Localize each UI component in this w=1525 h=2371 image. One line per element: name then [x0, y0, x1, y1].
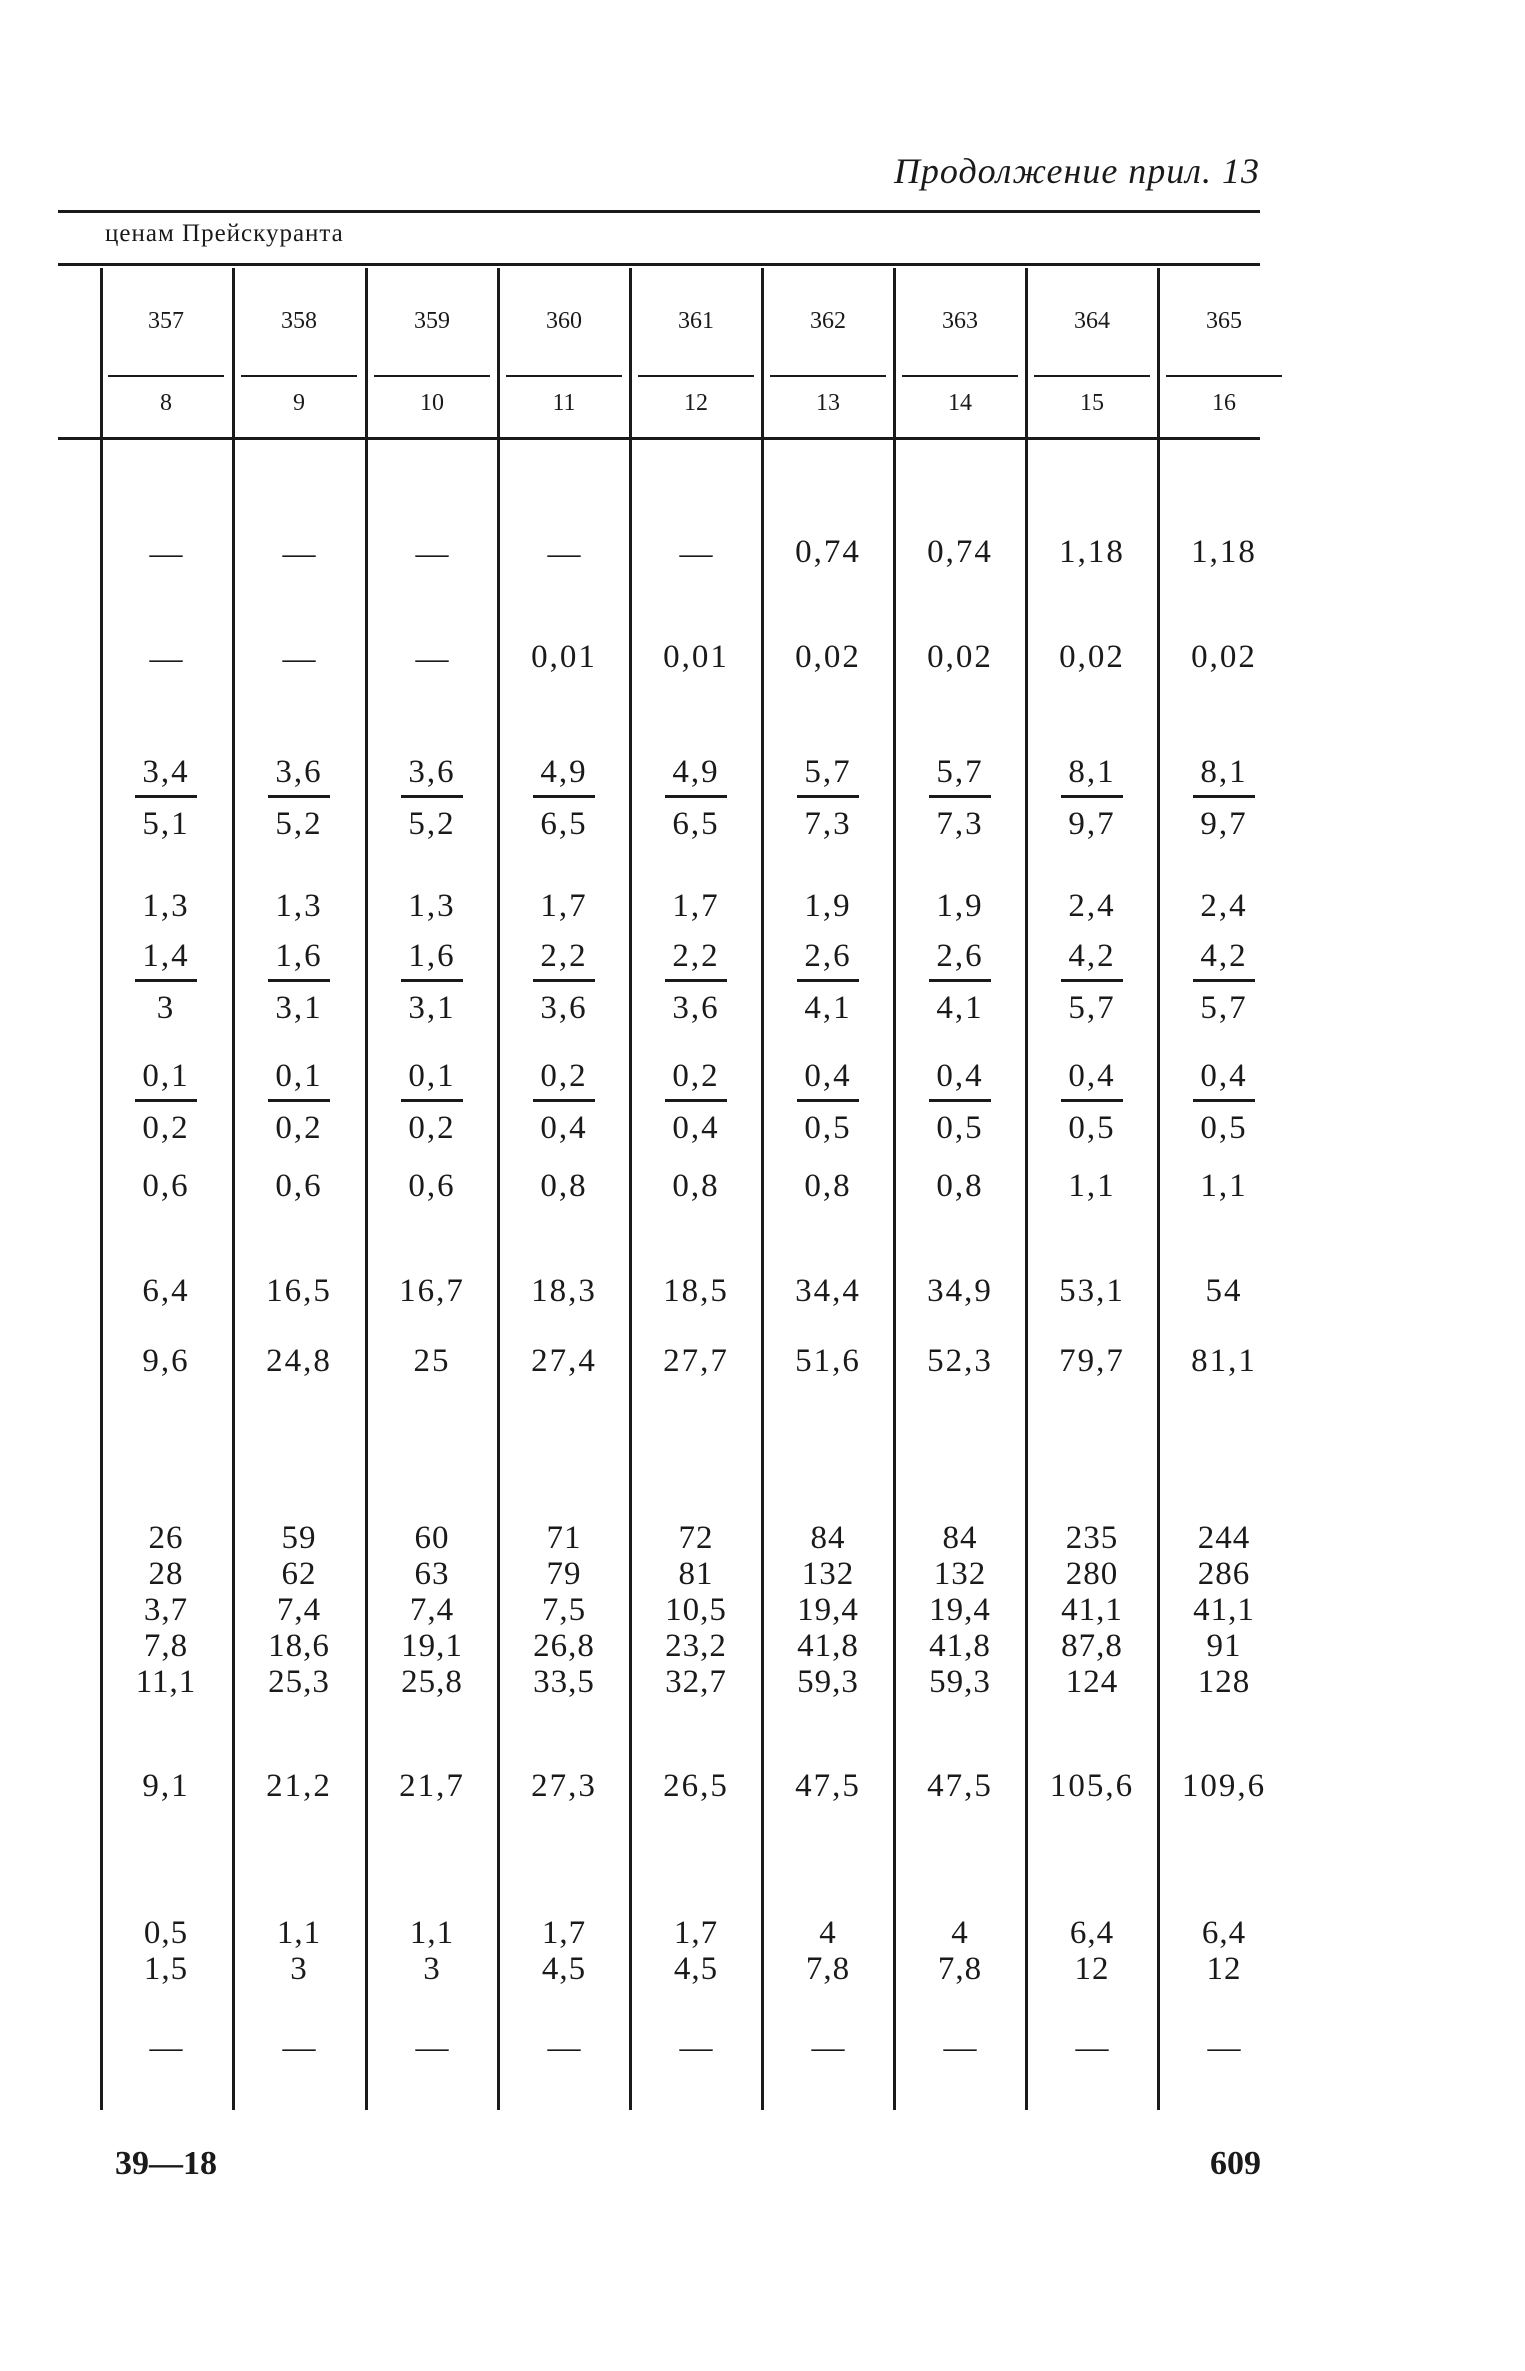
fraction-cell: [100, 940, 232, 1025]
stacked-value: 1,7: [541, 1915, 587, 1951]
stacked-cell: [894, 1520, 1026, 1700]
table-cell: 53,1: [1059, 1273, 1125, 1309]
stacked-value: 4,5: [541, 1951, 587, 1987]
table-cell: 0,8: [804, 1168, 852, 1204]
fraction-numerator: 5,7: [929, 756, 991, 798]
fraction-numerator: 0,2: [665, 1060, 727, 1102]
fraction-denominator: 0,5: [1068, 1110, 1116, 1146]
stacked-cell: [762, 1915, 894, 1987]
fraction-numerator: 1,4: [135, 940, 197, 982]
stacked-value: 41,8: [929, 1628, 991, 1664]
stacked-cell: [1158, 1915, 1290, 1987]
stacked-value: 244: [1197, 1520, 1251, 1556]
fraction-denominator: 0,5: [1200, 1110, 1248, 1146]
stacked-value: 33,5: [533, 1664, 595, 1700]
fraction-numerator: 3,6: [401, 756, 463, 798]
stacked-value: 62: [281, 1556, 317, 1592]
column-subheader-rule: [506, 375, 622, 377]
table-cell: 0,6: [408, 1168, 456, 1204]
table-cell: 16,7: [399, 1273, 465, 1309]
column-number: 362: [810, 308, 846, 334]
stacked-value: 28: [148, 1556, 184, 1592]
stacked-value: 3: [290, 1951, 308, 1987]
stacked-value: 79: [546, 1556, 582, 1592]
fraction-numerator: 3,6: [268, 756, 330, 798]
fraction-cell: [366, 756, 498, 841]
fraction-cell: [1158, 756, 1290, 841]
table-cell: 0,01: [663, 639, 729, 675]
column-subheader-rule: [1166, 375, 1282, 377]
fraction-cell: [630, 1060, 762, 1145]
stacked-cell: [498, 1520, 630, 1700]
fraction-cell: [894, 940, 1026, 1025]
stacked-cell: [366, 1915, 498, 1987]
fraction-denominator: 0,5: [936, 1110, 984, 1146]
table-cell: —: [415, 2030, 449, 2066]
fraction-cell: [366, 940, 498, 1025]
fraction-cell: [1026, 1060, 1158, 1145]
stacked-value: 7,8: [937, 1951, 983, 1987]
stacked-value: 0,5: [143, 1915, 189, 1951]
fraction-denominator: 6,5: [672, 806, 720, 842]
table-cell: 0,8: [936, 1168, 984, 1204]
fraction-numerator: 1,6: [401, 940, 463, 982]
column-subheader-rule: [241, 375, 357, 377]
footer-left: 39—18: [115, 2145, 217, 2182]
table-cell: 18,3: [531, 1273, 597, 1309]
stacked-cell: [630, 1915, 762, 1987]
stacked-cell: [1158, 1520, 1290, 1700]
stacked-value: 11,1: [135, 1664, 197, 1700]
table-cell: 0,02: [1059, 639, 1125, 675]
table-cell: 21,2: [266, 1768, 332, 1804]
stacked-value: 3: [423, 1951, 441, 1987]
stacked-value: 1,1: [409, 1915, 455, 1951]
column-number: 365: [1206, 308, 1242, 334]
fraction-numerator: 0,1: [401, 1060, 463, 1102]
table-cell: —: [943, 2030, 977, 2066]
table-cell: 16,5: [266, 1273, 332, 1309]
fraction-denominator: 0,4: [672, 1110, 720, 1146]
stacked-value: 7,8: [805, 1951, 851, 1987]
table-cell: 1,3: [275, 888, 323, 924]
column-index: 12: [684, 390, 708, 416]
table-cell: 9,6: [142, 1343, 190, 1379]
fraction-cell: [498, 1060, 630, 1145]
table-cell: —: [679, 2030, 713, 2066]
fraction-numerator: 4,9: [533, 756, 595, 798]
table-caption: ценам Прейскуранта: [105, 220, 344, 247]
table-cell: 105,6: [1049, 1768, 1135, 1804]
fraction-denominator: 7,3: [804, 806, 852, 842]
fraction-numerator: 8,1: [1061, 756, 1123, 798]
table-cell: —: [415, 641, 449, 677]
stacked-cell: [1026, 1915, 1158, 1987]
column-number: 357: [148, 308, 184, 334]
column-subheader-rule: [1034, 375, 1150, 377]
column-subheader-rule: [638, 375, 754, 377]
table-cell: 0,8: [540, 1168, 588, 1204]
stacked-value: 6,4: [1069, 1915, 1115, 1951]
stacked-value: 84: [942, 1520, 978, 1556]
column-index: 13: [816, 390, 840, 416]
stacked-value: 59,3: [797, 1664, 859, 1700]
table-cell: —: [282, 536, 316, 572]
stacked-cell: [498, 1915, 630, 1987]
table-cell: 0,6: [275, 1168, 323, 1204]
stacked-value: 18,6: [268, 1628, 330, 1664]
table-cell: 0,02: [795, 639, 861, 675]
fraction-denominator: 9,7: [1068, 806, 1116, 842]
body-rule: [58, 437, 1260, 440]
fraction-numerator: 4,2: [1193, 940, 1255, 982]
table-cell: 0,6: [142, 1168, 190, 1204]
stacked-value: 32,7: [665, 1664, 727, 1700]
fraction-cell: [894, 756, 1026, 841]
fraction-denominator: 0,4: [540, 1110, 588, 1146]
table-cell: —: [679, 536, 713, 572]
stacked-cell: [233, 1520, 365, 1700]
stacked-cell: [233, 1915, 365, 1987]
stacked-value: 7,8: [143, 1628, 189, 1664]
stacked-value: 7,4: [409, 1592, 455, 1628]
stacked-value: 286: [1197, 1556, 1251, 1592]
fraction-numerator: 3,4: [135, 756, 197, 798]
fraction-denominator: 7,3: [936, 806, 984, 842]
stacked-value: 4,5: [673, 1951, 719, 1987]
stacked-cell: [100, 1520, 232, 1700]
stacked-value: 3,7: [143, 1592, 189, 1628]
stacked-cell: [100, 1915, 232, 1987]
stacked-value: 25,8: [401, 1664, 463, 1700]
fraction-numerator: 2,6: [929, 940, 991, 982]
fraction-numerator: 4,2: [1061, 940, 1123, 982]
fraction-cell: [498, 756, 630, 841]
column-subheader-rule: [770, 375, 886, 377]
stacked-value: 124: [1065, 1664, 1119, 1700]
table-cell: —: [282, 641, 316, 677]
fraction-denominator: 3: [156, 990, 176, 1026]
fraction-cell: [762, 756, 894, 841]
fraction-cell: [630, 756, 762, 841]
fraction-numerator: 0,4: [1061, 1060, 1123, 1102]
table-cell: 1,7: [540, 888, 588, 924]
table-cell: 109,6: [1181, 1768, 1267, 1804]
stacked-value: 41,8: [797, 1628, 859, 1664]
fraction-cell: [233, 940, 365, 1025]
table-cell: 1,18: [1059, 534, 1125, 570]
top-rule: [58, 210, 1260, 213]
stacked-value: 91: [1206, 1628, 1242, 1664]
fraction-numerator: 2,2: [665, 940, 727, 982]
fraction-denominator: 5,7: [1068, 990, 1116, 1026]
table-cell: 54: [1205, 1273, 1243, 1309]
fraction-cell: [233, 756, 365, 841]
table-cell: 47,5: [927, 1768, 993, 1804]
fraction-denominator: 9,7: [1200, 806, 1248, 842]
column-index: 14: [948, 390, 972, 416]
table-cell: 24,8: [266, 1343, 332, 1379]
fraction-denominator: 3,6: [540, 990, 588, 1026]
stacked-value: 63: [414, 1556, 450, 1592]
fraction-denominator: 0,2: [142, 1110, 190, 1146]
table-cell: 81,1: [1191, 1343, 1257, 1379]
stacked-value: 7,5: [541, 1592, 587, 1628]
stacked-cell: [1026, 1520, 1158, 1700]
stacked-value: 72: [678, 1520, 714, 1556]
column-index: 16: [1212, 390, 1236, 416]
table-cell: 27,4: [531, 1343, 597, 1379]
table-cell: —: [149, 2030, 183, 2066]
column-index: 9: [293, 390, 305, 416]
stacked-value: 235: [1065, 1520, 1119, 1556]
table-cell: —: [547, 2030, 581, 2066]
fraction-cell: [630, 940, 762, 1025]
column-index: 11: [552, 390, 576, 416]
table-cell: 1,3: [142, 888, 190, 924]
fraction-denominator: 4,1: [804, 990, 852, 1026]
fraction-denominator: 5,1: [142, 806, 190, 842]
stacked-value: 60: [414, 1520, 450, 1556]
table-cell: 0,74: [927, 534, 993, 570]
stacked-value: 12: [1074, 1951, 1110, 1987]
table-cell: 1,7: [672, 888, 720, 924]
stacked-value: 1,7: [673, 1915, 719, 1951]
stacked-value: 59,3: [929, 1664, 991, 1700]
table-cell: 9,1: [142, 1768, 190, 1804]
stacked-value: 280: [1065, 1556, 1119, 1592]
column-index: 8: [160, 390, 172, 416]
table-cell: —: [282, 2030, 316, 2066]
fraction-numerator: 2,2: [533, 940, 595, 982]
stacked-value: 1,5: [143, 1951, 189, 1987]
fraction-denominator: 3,6: [672, 990, 720, 1026]
fraction-cell: [1158, 940, 1290, 1025]
stacked-value: 26,8: [533, 1628, 595, 1664]
stacked-value: 41,1: [1061, 1592, 1123, 1628]
stacked-value: 132: [933, 1556, 987, 1592]
stacked-cell: [894, 1915, 1026, 1987]
fraction-denominator: 0,2: [408, 1110, 456, 1146]
table-cell: —: [1207, 2030, 1241, 2066]
table-cell: —: [1075, 2030, 1109, 2066]
running-title: Продолжение прил. 13: [893, 151, 1260, 191]
fraction-denominator: 3,1: [275, 990, 323, 1026]
stacked-value: 87,8: [1061, 1628, 1123, 1664]
table-cell: —: [149, 536, 183, 572]
table-cell: 1,3: [408, 888, 456, 924]
column-subheader-rule: [374, 375, 490, 377]
fraction-denominator: 6,5: [540, 806, 588, 842]
table-cell: 51,6: [795, 1343, 861, 1379]
fraction-numerator: 0,2: [533, 1060, 595, 1102]
table-cell: 27,3: [531, 1768, 597, 1804]
column-number: 361: [678, 308, 714, 334]
table-cell: 1,1: [1068, 1168, 1116, 1204]
fraction-numerator: 2,6: [797, 940, 859, 982]
stacked-value: 26: [148, 1520, 184, 1556]
fraction-cell: [498, 940, 630, 1025]
fraction-numerator: 0,1: [135, 1060, 197, 1102]
fraction-numerator: 1,6: [268, 940, 330, 982]
table-cell: —: [415, 536, 449, 572]
stacked-value: 132: [801, 1556, 855, 1592]
fraction-cell: [762, 940, 894, 1025]
header-rule: [58, 263, 1260, 266]
fraction-cell: [1026, 940, 1158, 1025]
table-cell: 47,5: [795, 1768, 861, 1804]
table-cell: 79,7: [1059, 1343, 1125, 1379]
fraction-cell: [894, 1060, 1026, 1145]
stacked-cell: [762, 1520, 894, 1700]
table-cell: 0,8: [672, 1168, 720, 1204]
stacked-value: 59: [281, 1520, 317, 1556]
table-cell: 0,01: [531, 639, 597, 675]
column-index: 15: [1080, 390, 1104, 416]
fraction-numerator: 0,4: [797, 1060, 859, 1102]
fraction-cell: [1158, 1060, 1290, 1145]
table-cell: 52,3: [927, 1343, 993, 1379]
stacked-value: 19,4: [929, 1592, 991, 1628]
fraction-cell: [762, 1060, 894, 1145]
fraction-denominator: 4,1: [936, 990, 984, 1026]
stacked-value: 84: [810, 1520, 846, 1556]
fraction-cell: [100, 756, 232, 841]
table-cell: 2,4: [1200, 888, 1248, 924]
fraction-numerator: 8,1: [1193, 756, 1255, 798]
fraction-numerator: 5,7: [797, 756, 859, 798]
column-subheader-rule: [108, 375, 224, 377]
stacked-value: 6,4: [1201, 1915, 1247, 1951]
stacked-value: 81: [678, 1556, 714, 1592]
stacked-value: 71: [546, 1520, 582, 1556]
table-cell: 34,4: [795, 1273, 861, 1309]
column-number: 360: [546, 308, 582, 334]
table-cell: 1,9: [804, 888, 852, 924]
fraction-denominator: 0,5: [804, 1110, 852, 1146]
stacked-value: 1,1: [276, 1915, 322, 1951]
column-number: 359: [414, 308, 450, 334]
footer-right: 609: [1210, 2145, 1261, 2182]
table-cell: 6,4: [142, 1273, 190, 1309]
table-cell: 1,9: [936, 888, 984, 924]
table-cell: 27,7: [663, 1343, 729, 1379]
stacked-value: 10,5: [665, 1592, 727, 1628]
column-number: 363: [942, 308, 978, 334]
table-cell: 2,4: [1068, 888, 1116, 924]
table-cell: 0,74: [795, 534, 861, 570]
table-cell: —: [811, 2030, 845, 2066]
stacked-value: 19,1: [401, 1628, 463, 1664]
table-cell: 1,1: [1200, 1168, 1248, 1204]
stacked-value: 19,4: [797, 1592, 859, 1628]
fraction-numerator: 0,4: [1193, 1060, 1255, 1102]
stacked-value: 25,3: [268, 1664, 330, 1700]
fraction-numerator: 4,9: [665, 756, 727, 798]
fraction-denominator: 0,2: [275, 1110, 323, 1146]
column-number: 358: [281, 308, 317, 334]
fraction-cell: [366, 1060, 498, 1145]
table-cell: 25: [413, 1343, 451, 1379]
table-cell: 0,02: [927, 639, 993, 675]
fraction-cell: [1026, 756, 1158, 841]
stacked-value: 4: [819, 1915, 837, 1951]
fraction-numerator: 0,4: [929, 1060, 991, 1102]
table-cell: 0,02: [1191, 639, 1257, 675]
fraction-denominator: 3,1: [408, 990, 456, 1026]
fraction-denominator: 5,7: [1200, 990, 1248, 1026]
fraction-cell: [100, 1060, 232, 1145]
stacked-value: 12: [1206, 1951, 1242, 1987]
table-cell: 21,7: [399, 1768, 465, 1804]
column-index: 10: [420, 390, 444, 416]
stacked-value: 128: [1197, 1664, 1251, 1700]
table-cell: —: [149, 641, 183, 677]
table-cell: 26,5: [663, 1768, 729, 1804]
column-subheader-rule: [902, 375, 1018, 377]
stacked-value: 4: [951, 1915, 969, 1951]
table-cell: 1,18: [1191, 534, 1257, 570]
fraction-cell: [233, 1060, 365, 1145]
fraction-denominator: 5,2: [408, 806, 456, 842]
table-cell: 34,9: [927, 1273, 993, 1309]
stacked-cell: [630, 1520, 762, 1700]
table-cell: —: [547, 536, 581, 572]
stacked-value: 41,1: [1193, 1592, 1255, 1628]
fraction-numerator: 0,1: [268, 1060, 330, 1102]
table-cell: 18,5: [663, 1273, 729, 1309]
stacked-value: 23,2: [665, 1628, 727, 1664]
column-number: 364: [1074, 308, 1110, 334]
stacked-value: 7,4: [276, 1592, 322, 1628]
stacked-cell: [366, 1520, 498, 1700]
fraction-denominator: 5,2: [275, 806, 323, 842]
